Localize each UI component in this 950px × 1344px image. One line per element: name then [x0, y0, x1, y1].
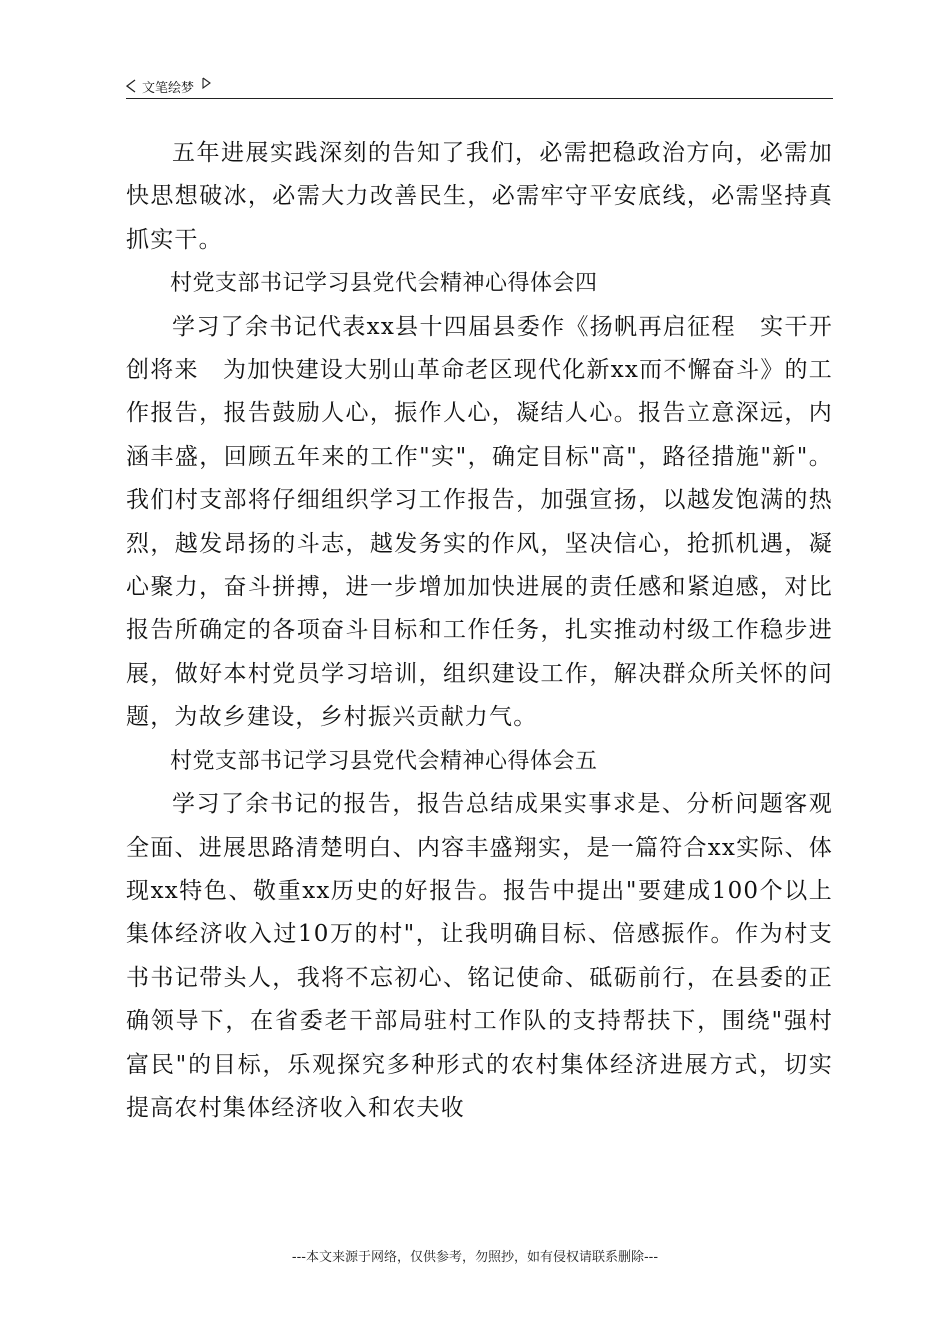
- paragraph: 五年进展实践深刻的告知了我们，必需把稳政治方向，必需加快思想破冰，必需大力改善民生，必需牢守平安底线，必需坚持真抓实干。: [126, 140, 833, 253]
- header-title: 文笔绘梦: [142, 80, 195, 96]
- page-header: [126, 74, 833, 99]
- triangle-left-icon: [126, 79, 136, 93]
- page-footer: ---本文来源于网络，仅供参考，勿照抄，如有侵权请联系删除---: [291, 1250, 659, 1265]
- paragraph: 学习了余书记的报告，报告总结成果实事求是、分析问题客观全面、进展思路清楚明白、内容丰盛翔实，是一篇符合xx实际、体现xx特色、敬重xx历史的好报告。报告中提出"要建成100个以上集体经济收入过10万的村"，让我明确目标、倍感振作。作为村支书书记带头人，我将不忘初心、铭记使命、砥砺前行，在县委的正确领导下，在省委老干部局驻村工作队的支持帮扶下，围绕"强村富民"的目标，乐观探究多种形式的农村集体经济进展方式，切实提高农村集体经济收入和农夫收: [126, 791, 833, 1121]
- document-body: [126, 132, 833, 1130]
- section-heading: 村党支部书记学习县党代会精神心得体会四: [170, 271, 598, 297]
- section-heading: 村党支部书记学习县党代会精神心得体会五: [170, 748, 598, 774]
- triangle-right-icon: [202, 77, 211, 89]
- paragraph: 学习了余书记代表xx县十四届县委作《扬帆再启征程 实干开创将来 为加快建设大别山革命老区现代化新xx而不懈奋斗》的工作报告，报告鼓励人心，振作人心，凝结人心。报告立意深远，内涵丰盛，回顾五年来的工作"实"，确定目标"高"，路径措施"新"。我们村支部将仔细组织学习工作报告，加强宣扬，以越发饱满的热烈，越发昂扬的斗志，越发务实的作风，坚决信心，抢抓机遇，凝心聚力，奋斗拼搏，进一步增加加快进展的责任感和紧迫感，对比报告所确定的各项奋斗目标和工作任务，扎实推动村级工作稳步进展，做好本村党员学习培训，组织建设工作，解决群众所关怀的问题，为故乡建设，乡村振兴贡献力气。: [126, 313, 833, 731]
